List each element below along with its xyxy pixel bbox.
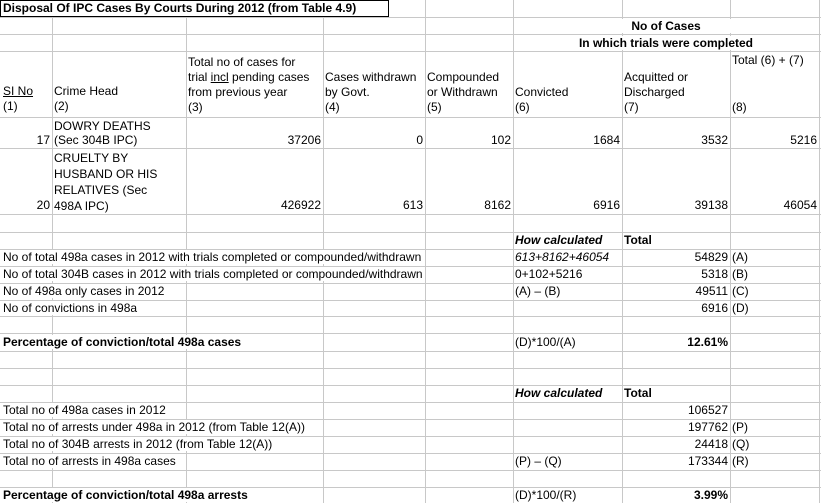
gridline xyxy=(0,148,821,149)
gridline xyxy=(0,351,821,352)
header-trials-completed[interactable]: In which trials were completed xyxy=(514,36,818,50)
calc2-line4-value[interactable]: 173344 xyxy=(624,454,728,468)
calc2-line3-tag[interactable]: (Q) xyxy=(732,437,750,451)
header-withdrawn-line2: by Govt. xyxy=(325,85,370,99)
row-20-convicted[interactable]: 6916 xyxy=(515,198,620,212)
row-17-crime-line1: DOWRY DEATHS xyxy=(54,119,151,133)
header-total-cases-line3: from previous year xyxy=(188,85,288,99)
header-total-cases-index: (3) xyxy=(188,100,203,114)
calc1-how-header[interactable]: How calculated xyxy=(515,233,603,247)
calc1-percentage-label[interactable]: Percentage of conviction/total 498a cases xyxy=(3,335,242,349)
header-acquitted-line1: Acquitted or xyxy=(624,70,689,84)
row-20-sum[interactable]: 46054 xyxy=(732,198,817,212)
gridline xyxy=(513,0,514,503)
sheet-title[interactable]: Disposal Of IPC Cases By Courts During 2012 (from Table 4.9) xyxy=(0,0,389,17)
calc2-line3-text[interactable]: Total no of 304B arrests in 2012 (from Table 12(A)) xyxy=(3,437,273,451)
gridline xyxy=(0,316,821,317)
row-20-compounded[interactable]: 8162 xyxy=(427,198,511,212)
header-total-cases-line2a: trial xyxy=(188,70,211,84)
gridline xyxy=(819,0,820,503)
header-sl-no-label: SI No xyxy=(3,84,34,98)
calc2-percentage-value[interactable]: 3.99% xyxy=(624,488,728,502)
gridline xyxy=(0,214,821,215)
gridline xyxy=(0,17,821,18)
gridline xyxy=(730,0,731,503)
header-total-cases[interactable] xyxy=(188,55,309,115)
row-20-total[interactable]: 426922 xyxy=(188,198,321,212)
calc1-line3-value[interactable]: 49511 xyxy=(624,284,728,298)
header-crime-head[interactable] xyxy=(54,84,118,114)
header-total-cases-line1: Total no of cases for xyxy=(188,55,296,69)
row-20-crime-line1: CRUELTY BY xyxy=(54,151,129,165)
calc2-total-header[interactable]: Total xyxy=(624,386,652,400)
gridline xyxy=(0,34,821,35)
header-no-of-cases[interactable]: No of Cases xyxy=(514,19,818,33)
gridline xyxy=(0,51,821,52)
gridline xyxy=(622,0,623,503)
header-acquitted-index: (7) xyxy=(624,100,639,114)
calc2-line3-value[interactable]: 24418 xyxy=(624,437,728,451)
row-17-crime-line2: (Sec 304B IPC) xyxy=(54,133,138,147)
header-compounded[interactable] xyxy=(427,70,499,115)
header-total-6-7[interactable]: Total (6) + (7) xyxy=(732,53,804,67)
header-compounded-line1: Compounded xyxy=(427,70,500,84)
header-sl-no-index: (1) xyxy=(3,99,18,113)
calc1-percentage-value[interactable]: 12.61% xyxy=(624,335,728,349)
calc1-line4-value[interactable]: 6916 xyxy=(624,301,728,315)
gridline xyxy=(0,117,821,118)
header-convicted-index: (6) xyxy=(515,100,530,114)
header-compounded-index: (5) xyxy=(427,100,442,114)
header-acquitted-line2: Discharged xyxy=(624,85,685,99)
calc1-line2-value[interactable]: 5318 xyxy=(624,267,728,281)
calc1-line1-value[interactable]: 54829 xyxy=(624,250,728,264)
calc2-line1-text[interactable]: Total no of 498a cases in 2012 xyxy=(3,403,166,417)
row-20-crime-head[interactable] xyxy=(54,150,157,214)
calc1-line4-text[interactable]: No of convictions in 498a xyxy=(3,301,138,315)
header-crime-head-label: Crime Head xyxy=(54,84,119,98)
header-withdrawn-line1: Cases withdrawn xyxy=(325,70,417,84)
calc1-line1-how[interactable]: 613+8162+46054 xyxy=(515,250,610,264)
calc2-line2-tag[interactable]: (P) xyxy=(732,420,748,434)
header-total-cases-line2c: pending cases xyxy=(228,70,310,84)
calc1-line2-tag[interactable]: (B) xyxy=(732,267,748,281)
header-acquitted[interactable] xyxy=(624,70,688,115)
calc1-line3-tag[interactable]: (C) xyxy=(732,284,749,298)
row-17-withdrawn[interactable]: 0 xyxy=(325,133,423,147)
row-20-crime-line2: HUSBAND OR HIS xyxy=(54,167,158,181)
row-17-acquitted[interactable]: 3532 xyxy=(624,133,728,147)
row-17-sum[interactable]: 5216 xyxy=(732,133,817,147)
calc1-line3-how[interactable]: (A) – (B) xyxy=(515,284,561,298)
row-20-withdrawn[interactable]: 613 xyxy=(325,198,423,212)
calc2-line4-tag[interactable]: (R) xyxy=(732,454,749,468)
calc1-line1-tag[interactable]: (A) xyxy=(732,250,748,264)
calc1-line3-text[interactable]: No of 498a only cases in 2012 xyxy=(3,284,165,298)
row-17-compounded[interactable]: 102 xyxy=(427,133,511,147)
gridline xyxy=(0,368,821,369)
row-20-crime-line4: 498A IPC) xyxy=(54,199,109,213)
header-convicted[interactable] xyxy=(515,85,568,115)
calc2-line2-text[interactable]: Total no of arrests under 498a in 2012 (from Table 12(A)) xyxy=(3,420,305,434)
calc2-line4-how[interactable]: (P) – (Q) xyxy=(515,454,562,468)
calc2-percentage-how[interactable]: (D)*100/(R) xyxy=(515,488,577,502)
calc1-line2-how[interactable]: 0+102+5216 xyxy=(515,267,583,281)
header-convicted-label: Convicted xyxy=(515,85,569,99)
calc2-line2-value[interactable]: 197762 xyxy=(624,420,728,434)
row-17-total[interactable]: 37206 xyxy=(188,133,321,147)
header-crime-head-index: (2) xyxy=(54,99,69,113)
calc1-line4-tag[interactable]: (D) xyxy=(732,301,749,315)
header-withdrawn[interactable] xyxy=(325,70,416,115)
header-sl-no[interactable] xyxy=(3,84,33,114)
row-17-sl[interactable]: 17 xyxy=(2,133,50,147)
header-compounded-line2: or Withdrawn xyxy=(427,85,498,99)
row-17-crime-head[interactable] xyxy=(54,119,151,147)
header-total-cases-line2b: incl xyxy=(210,70,229,84)
calc1-line1-text[interactable]: No of total 498a cases in 2012 with trials completed or compounded/withdrawn xyxy=(3,250,422,264)
row-20-acquitted[interactable]: 39138 xyxy=(624,198,728,212)
row-20-crime-line3: RELATIVES (Sec xyxy=(54,183,148,197)
calc1-line2-text[interactable]: No of total 304B cases in 2012 with trials completed or compounded/withdrawn xyxy=(3,267,423,281)
row-20-sl[interactable]: 20 xyxy=(2,198,50,212)
row-17-convicted[interactable]: 1684 xyxy=(515,133,620,147)
gridline xyxy=(425,0,426,503)
gridline xyxy=(0,333,821,334)
calc1-percentage-how[interactable]: (D)*100/(A) xyxy=(515,335,576,349)
calc2-how-header[interactable]: How calculated xyxy=(515,386,603,400)
gridline xyxy=(0,470,821,471)
gridline xyxy=(0,385,821,386)
calc2-line1-value[interactable]: 106527 xyxy=(624,403,728,417)
header-withdrawn-index: (4) xyxy=(325,100,340,114)
calc1-total-header[interactable]: Total xyxy=(624,233,652,247)
gridline xyxy=(0,232,821,233)
header-total-index[interactable]: (8) xyxy=(732,100,747,114)
calc2-line4-text[interactable]: Total no of arrests in 498a cases xyxy=(3,454,176,468)
calc2-percentage-label[interactable]: Percentage of conviction/total 498a arrests xyxy=(3,488,248,502)
